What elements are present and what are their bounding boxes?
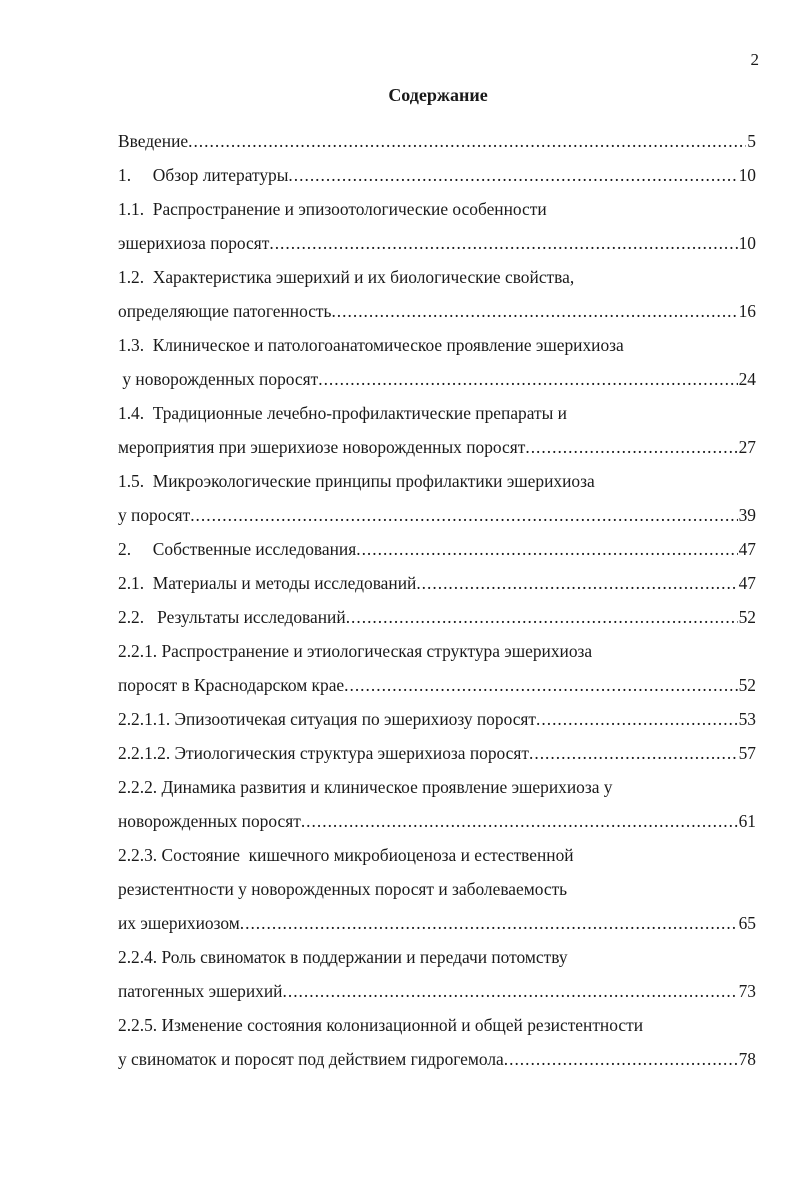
toc-entry-text: 1.2. Характеристика эшерихий и их биологические свойства, <box>118 267 575 287</box>
dot-leader <box>190 498 737 532</box>
toc-page-number: 10 <box>738 233 756 253</box>
dot-leader <box>288 158 737 192</box>
dot-leader <box>529 736 738 770</box>
toc-entry-text: 2.2.1. Распространение и этиологическая структура эшерихиоза <box>118 641 593 661</box>
toc-entry-text: их эшерихиозом <box>118 913 240 933</box>
dot-leader <box>504 1042 738 1076</box>
toc-page-number: 39 <box>738 505 756 525</box>
toc-entry-text: у новорожденных поросят <box>118 369 319 389</box>
toc-line <box>118 906 756 940</box>
toc-line <box>118 702 756 736</box>
page-number: 2 <box>750 50 759 69</box>
toc-entry-text: 1.4. Традиционные лечебно-профилактические препараты и <box>118 403 567 423</box>
toc-page-number: 47 <box>738 539 756 559</box>
dot-leader <box>318 362 737 396</box>
dot-leader <box>536 702 738 736</box>
toc-page-number: 24 <box>738 369 756 389</box>
toc-line <box>118 566 756 600</box>
toc-entry-text: у поросят <box>118 505 191 525</box>
dot-leader <box>188 124 746 158</box>
dot-leader <box>344 668 737 702</box>
toc-page-number: 52 <box>738 607 756 627</box>
toc-page-number: 78 <box>738 1049 756 1069</box>
toc-line <box>118 532 756 566</box>
toc-entry-text: 1.3. Клиническое и патологоанатомическое проявление эшерихиоза <box>118 335 624 355</box>
toc-entry-text: 2.2.5. Изменение состояния колонизационной и общей резистентности <box>118 1015 643 1035</box>
toc-page-number: 10 <box>738 165 756 185</box>
toc-line <box>118 634 756 668</box>
toc-entry-text: 2.2.2. Динамика развития и клиническое проявление эшерихиоза у <box>118 777 613 797</box>
toc-line <box>118 1008 756 1042</box>
toc-line <box>118 498 756 532</box>
toc-entry-text: 2.2.1.2. Этиологическия структура эшерихиоза поросят <box>118 743 529 763</box>
toc-line <box>118 872 756 906</box>
toc-entry-text: 2. Собственные исследования <box>118 539 357 559</box>
toc-entry-text: определяющие патогенность <box>118 301 332 321</box>
toc-line <box>118 226 756 260</box>
toc-line <box>118 362 756 396</box>
table-of-contents <box>118 124 756 1076</box>
toc-page-number: 53 <box>738 709 756 729</box>
toc-line <box>118 430 756 464</box>
toc-page-number: 57 <box>738 743 756 763</box>
toc-line <box>118 974 756 1008</box>
toc-page-number: 65 <box>738 913 756 933</box>
toc-entry-text: Введение <box>118 131 189 151</box>
dot-leader <box>356 532 737 566</box>
dot-leader <box>301 804 738 838</box>
dot-leader <box>331 294 737 328</box>
dot-leader <box>269 226 737 260</box>
toc-entry-text: резистентности у новорожденных поросят и заболеваемость <box>118 879 568 899</box>
toc-line <box>118 464 756 498</box>
toc-line <box>118 1042 756 1076</box>
toc-entry-text: 1.5. Микроэкологические принципы профилактики эшерихиоза <box>118 471 595 491</box>
toc-line <box>118 328 756 362</box>
toc-entry-text: новорожденных поросят <box>118 811 301 831</box>
toc-line <box>118 158 756 192</box>
toc-page-number: 5 <box>747 131 756 151</box>
toc-line <box>118 192 756 226</box>
toc-page-number: 52 <box>738 675 756 695</box>
toc-entry-text: 2.2.4. Роль свиноматок в поддержании и передачи потомству <box>118 947 568 967</box>
toc-line <box>118 940 756 974</box>
dot-leader <box>283 974 738 1008</box>
toc-line <box>118 668 756 702</box>
toc-entry-text: эшерихиоза поросят <box>118 233 270 253</box>
toc-page-number: 16 <box>738 301 756 321</box>
toc-entry-text: патогенных эшерихий <box>118 981 283 1001</box>
toc-page-number: 73 <box>738 981 756 1001</box>
toc-line <box>118 124 756 158</box>
toc-entry-text: у свиноматок и поросят под действием гидрогемола <box>118 1049 504 1069</box>
toc-entry-text: 2.2.3. Состояние кишечного микробиоценоза и естественной <box>118 845 574 865</box>
toc-line <box>118 600 756 634</box>
toc-line <box>118 770 756 804</box>
toc-line <box>118 260 756 294</box>
toc-page-number: 61 <box>738 811 756 831</box>
toc-line <box>118 736 756 770</box>
page-title: Содержание <box>388 85 488 105</box>
toc-entry-text: 2.1. Материалы и методы исследований <box>118 573 417 593</box>
toc-entry-text: поросят в Краснодарском крае <box>118 675 345 695</box>
toc-line <box>118 804 756 838</box>
toc-line <box>118 396 756 430</box>
toc-entry-text: 2.2. Результаты исследований <box>118 607 346 627</box>
toc-page-number: 27 <box>738 437 756 457</box>
toc-entry-text: 1.1. Распространение и эпизоотологические особенности <box>118 199 547 219</box>
toc-line <box>118 294 756 328</box>
dot-leader <box>346 600 738 634</box>
dot-leader <box>525 430 737 464</box>
toc-entry-text: 1. Обзор литературы <box>118 165 289 185</box>
toc-entry-text: мероприятия при эшерихиозе новорожденных поросят <box>118 437 526 457</box>
dot-leader <box>416 566 737 600</box>
dot-leader <box>240 906 738 940</box>
toc-line <box>118 838 756 872</box>
toc-entry-text: 2.2.1.1. Эпизоотичекая ситуация по эшерихиозу поросят <box>118 709 537 729</box>
toc-page-number: 47 <box>738 573 756 593</box>
